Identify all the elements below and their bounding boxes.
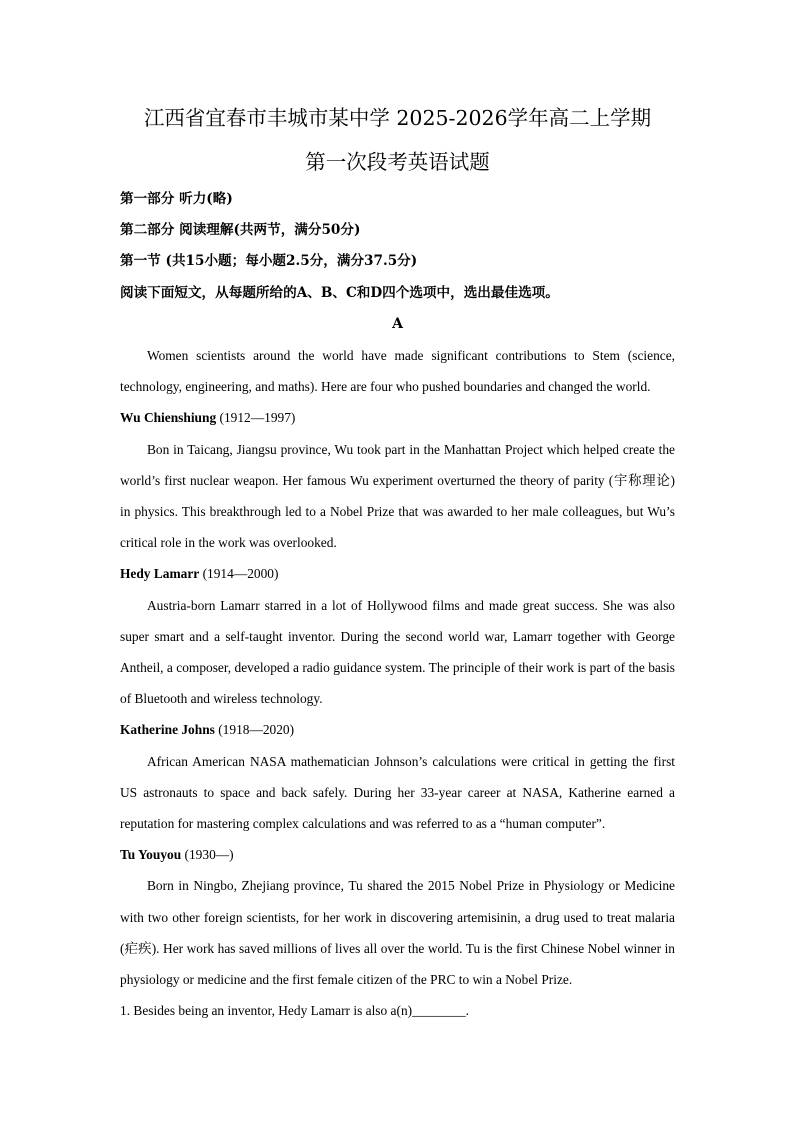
scientist-heading: [120, 714, 675, 745]
scientist-years: (1914—2000): [202, 566, 279, 582]
question-1: 1. Besides being an inventor, Hedy Lamarr is also a(n)________.: [120, 1003, 470, 1019]
scientist-bio: African American NASA mathematician Johnson’s calculations were critical in getting the first US astronauts to space and back safely. During her 33-year career at NASA, Katherine earned a reputation for mastering complex calculations and was referred to as a “human computer”.: [120, 753, 675, 832]
scientist-name: Katherine Johns: [120, 722, 215, 738]
part1-heading: 第一部分 听力(略): [120, 191, 233, 207]
section1-heading: 第一节 (共15小题；每小题2.5分，满分37.5分): [120, 253, 418, 270]
passage-label: A: [392, 315, 403, 332]
part2-heading: 第二部分 阅读理解(共两节，满分50分): [120, 222, 361, 239]
scientist-name: Tu Youyou: [120, 847, 182, 863]
scientist-heading: [120, 558, 675, 589]
document-title-line2: 第一次段考英语试题: [305, 150, 490, 174]
instructions: 阅读下面短文，从每题所给的A、B、C和D四个选项中，选出最佳选项。: [120, 284, 559, 301]
scientist-bio: Austria-born Lamarr starred in a lot of Hollywood films and made great success. She was also super smart and a self-taught inventor. During the second world war, Lamarr together with George Antheil, a composer, developed a radio guidance system. The principle of their work is part of the basis of Bluetooth and wireless technology.: [120, 597, 675, 707]
scientist-name: Wu Chienshiung: [120, 410, 217, 426]
page-content: [120, 100, 675, 1026]
scientist-years: (1912—1997): [219, 410, 296, 426]
scientist-name: Hedy Lamarr: [120, 566, 200, 582]
scientist-years: (1930—): [184, 847, 234, 863]
scientist-heading: [120, 402, 675, 433]
scientist-heading: [120, 839, 675, 870]
scientist-bio: Bon in Taicang, Jiangsu province, Wu took part in the Manhattan Project which helped create the world’s first nuclear weapon. Her famous Wu experiment overturned the theory of parity (宇称理论) in physics. This breakthrough led to a Nobel Prize that was awarded to her male colleagues, but Wu’s critical role in the work was overlooked.: [120, 441, 675, 551]
document-title-line1: 江西省宜春市丰城市某中学 2025-2026学年高二上学期: [143, 106, 652, 130]
scientist-years: (1918—2020): [218, 722, 295, 738]
scientist-bio: Born in Ningbo, Zhejiang province, Tu shared the 2015 Nobel Prize in Physiology or Medicine with two other foreign scientists, for her work in discovering artemisinin, a drug used to treat malaria (疟疾). Her work has saved millions of lives all over the world. Tu is the first Chinese Nobel winner in physiology or medicine and the first female citizen of the PRC to win a Nobel Prize.: [120, 878, 675, 988]
passage-intro: Women scientists around the world have made significant contributions to Stem (science, technology, engineering, and maths). Here are four who pushed boundaries and changed the world.: [120, 348, 675, 395]
